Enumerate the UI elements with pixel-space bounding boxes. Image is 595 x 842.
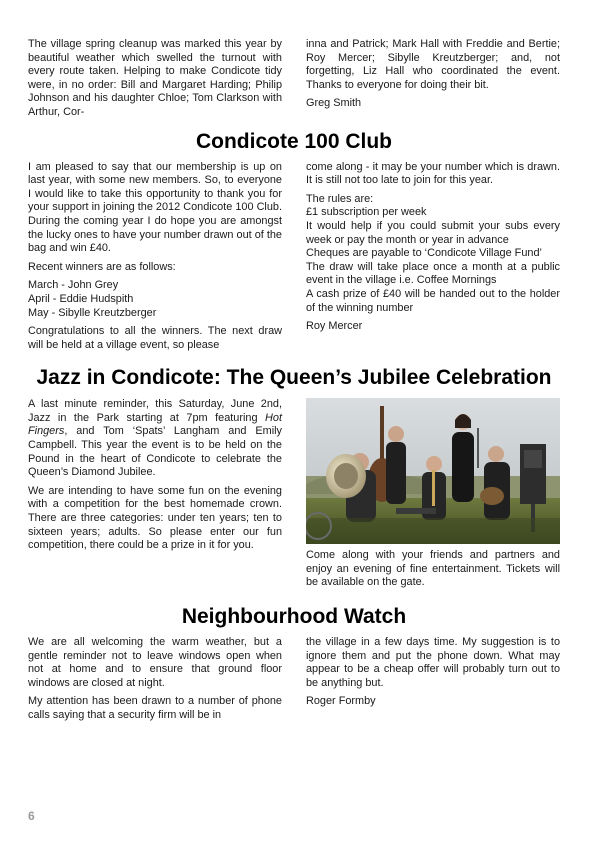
club-right-column	[306, 161, 560, 358]
club-rule-item: £1 subscription per week	[306, 206, 427, 219]
club-section	[28, 161, 560, 358]
watch-right-text: the village in a few days time. My suggestion is to ignore them and put the phone down. What may appear to be a cheap offer will probably turn out to be anything but.	[306, 636, 560, 689]
cleanup-text-left: The village spring cleanup was marked this year by beautiful weather which swelled the turnout with every route taken. Helping to make Condicote tidy were, in no order: Bill and Margaret Harding; Philip Johnson and his daughter Chloe; Tom Clarkson with Arthur, Cor-	[28, 38, 282, 118]
jazz-caption: Come along with your friends and partners and enjoy an evening of fine entertainment. Tickets will be available on the gate.	[306, 549, 560, 589]
watch-signature: Roger Formby	[306, 695, 376, 708]
watch-left-column	[28, 636, 282, 728]
club-rule-item: Cheques are payable to ‘Condicote Village Fund’	[306, 247, 542, 260]
club-signature: Roy Mercer	[306, 320, 363, 333]
jazz-paragraph-1	[28, 398, 282, 480]
jazz-left-column	[28, 398, 282, 595]
cleanup-text-right: inna and Patrick; Mark Hall with Freddie and Bertie; Roy Mercer; Sibylle Kreutzberger; and, not forgetting, Liz Hall who coordinated the event. Thanks to everyone for doing their bit.	[306, 38, 560, 91]
cleanup-right-column	[306, 38, 560, 120]
jazz-heading: Jazz in Condicote: The Queen’s Jubilee Celebration	[36, 366, 552, 390]
jazz-band-photo	[306, 398, 560, 544]
jazz-right-column	[306, 398, 560, 595]
club-rule-item: A cash prize of £40 will be handed out to the holder of the winning number	[306, 287, 560, 314]
cleanup-section	[28, 38, 560, 120]
club-right-start: come along - it may be your number which is drawn. It is still not too late to join for this year.	[306, 160, 560, 187]
club-winner-item: April - Eddie Hudspith	[28, 292, 134, 305]
club-left-column	[28, 161, 282, 358]
club-winner-item: March - John Grey	[28, 279, 119, 292]
club-heading: Condicote 100 Club	[195, 129, 393, 153]
club-winners-title: Recent winners are as follows:	[28, 260, 176, 273]
club-rule-item: The draw will take place once a month at a public event in the village i.e. Coffee Mornings	[306, 260, 560, 287]
club-rules-title: The rules are:	[306, 192, 374, 205]
watch-paragraph-1: We are all welcoming the warm weather, but a gentle reminder not to leave windows open when not at home and to ensure that ground floor windows are closed at night.	[28, 636, 282, 689]
watch-paragraph-2: My attention has been drawn to a number of phone calls saying that a security firm will be in	[28, 695, 282, 722]
jazz-section	[28, 398, 560, 595]
club-congrats: Congratulations to all the winners. The next draw will be held at a village event, so please	[28, 325, 282, 351]
page-number: 6	[28, 809, 35, 823]
watch-right-column	[306, 636, 560, 728]
jazz-band-name: Hot Fingers	[28, 411, 282, 438]
cleanup-left-column	[28, 38, 282, 120]
jazz-p1-start: A last minute reminder, this Saturday, June 2nd, Jazz in the Park starting at 7pm featuring	[28, 398, 282, 424]
club-rule-item: It would help if you could submit your subs every week or pay the month or year in advance	[306, 219, 560, 246]
cleanup-signature: Greg Smith	[306, 97, 362, 110]
club-winner-item: May - Sibylle Kreutzberger	[28, 306, 157, 319]
club-intro: I am pleased to say that our membership is up on last year, with some new members. So, to everyone I would like to take this opportunity to thank you for your support in joining the 2012 Condicote 100 Club. During the coming year I do hope you are amongst the lucky ones to have your number drawn out of the bag and win £40.	[28, 160, 282, 255]
watch-section	[28, 636, 560, 728]
newsletter-page	[28, 38, 560, 728]
jazz-p1-end: , and Tom ‘Spats’ Langham and Emily Campbell. This year the event is to be held on the Pound in the heart of Condicote to celebrate the Queen’s Diamond Jubilee.	[28, 425, 282, 479]
jazz-paragraph-2: We are intending to have some fun on the evening with a competition for the best homemade crown. There are three categories: under ten years; ten to sixteen years; adults. So please enter our fun competition, there could be a prize in it for you.	[28, 484, 282, 552]
watch-heading: Neighbourhood Watch	[181, 605, 407, 629]
